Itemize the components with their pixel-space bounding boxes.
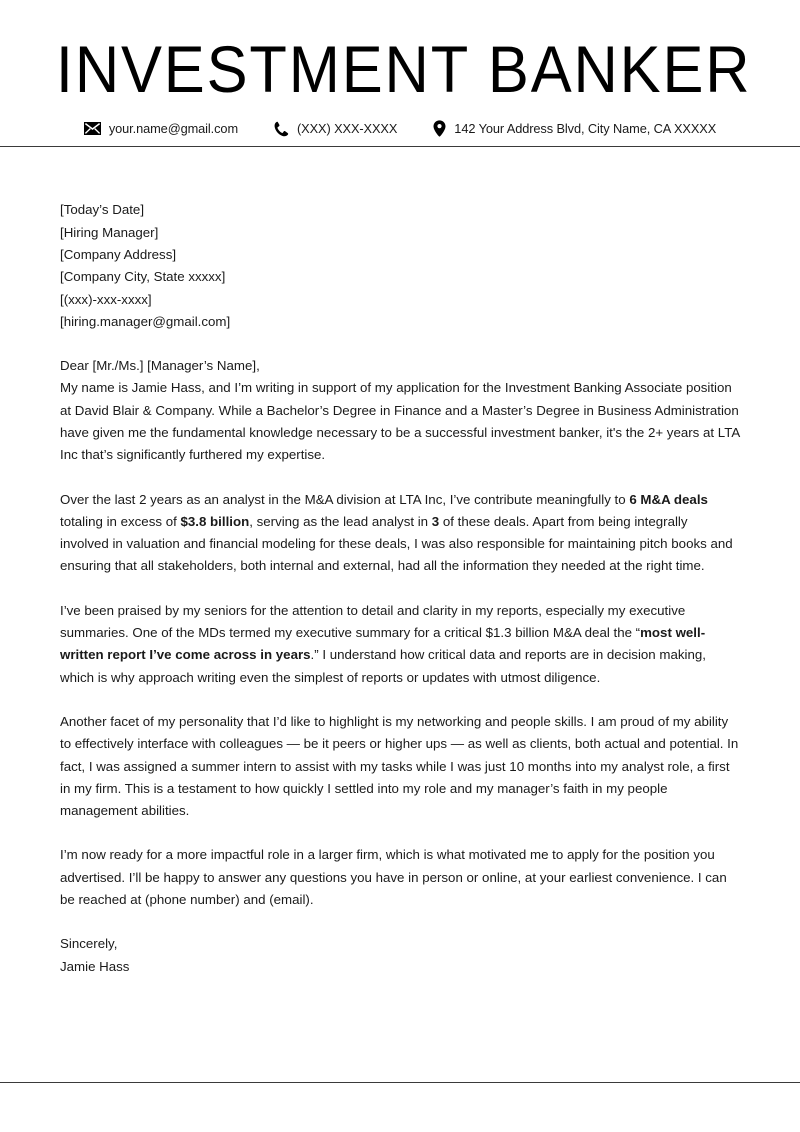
- p2-bold-deals: 6 M&A deals: [629, 491, 708, 507]
- p3-bold-quote: most well-written report I’ve come across in years: [60, 625, 706, 663]
- contact-item-phone: [274, 121, 397, 137]
- p2-part1: Over the last 2 years as an analyst in the M&A division at LTA Inc, I’ve contribute meaningfully to: [60, 491, 630, 507]
- contact-phone-text: (XXX) XXX-XXXX: [297, 121, 398, 137]
- p2-part3: , serving as the lead analyst in: [249, 513, 432, 529]
- p3-part1: I’ve been praised by my seniors for the attention to detail and clarity in my reports, especially my executive summaries. One of the MDs termed my executive summary for a critical $1.3 billion M&A deal the “: [60, 602, 686, 641]
- contact-item-address: [433, 120, 716, 137]
- p2-bold-count: 3: [431, 513, 440, 529]
- closing-salutation: Sincerely,: [60, 936, 118, 952]
- footer-divider: [0, 1082, 800, 1083]
- signature-gap: [60, 911, 740, 933]
- contact-info-row: [0, 120, 800, 146]
- recipient-line-address: [Company Address]: [60, 246, 177, 262]
- paragraph-intro-text: My name is Jamie Hass, and I’m writing in support of my application for the Investment Banking Associate position at David Blair & Company. While a Bachelor’s Degree in Finance and a Master’s Degree in Business Administration have given me the fundamental knowledge necessary to be a successful investment banker, it's the 2+ years at LTA Inc that’s significantly furthered my expertise.: [60, 380, 740, 463]
- paragraph-closing-statement: [60, 844, 740, 911]
- envelope-icon: [84, 122, 101, 135]
- p2-part2: totaling in excess of: [60, 513, 181, 529]
- contact-address-text: 142 Your Address Blvd, City Name, CA XXXXX: [454, 121, 717, 137]
- recipient-line-manager: [Hiring Manager]: [60, 224, 159, 240]
- paragraph-closing-text: I’m now ready for a more impactful role in a larger firm, which is what motivated me to apply for the position you advertised. I’ll be happy to answer any questions you have in person or online, at your earliest convenience. I can be reached at (phone number) and (email).: [60, 847, 727, 908]
- recipient-line-phone: [(xxx)-xxx-xxxx]: [60, 291, 152, 307]
- letter-header: [0, 0, 800, 147]
- location-pin-icon: [433, 120, 446, 137]
- paragraph-intro: [60, 377, 740, 466]
- signature-block: [60, 933, 740, 978]
- letter-body: [0, 147, 800, 978]
- paragraph-reports: [60, 600, 740, 689]
- address-salutation-gap: [60, 333, 740, 355]
- contact-item-email: [84, 121, 238, 136]
- contact-email-text: your.name@gmail.com: [108, 121, 238, 137]
- recipient-line-email: [hiring.manager@gmail.com]: [60, 313, 231, 329]
- p2-bold-amount: $3.8 billion: [180, 513, 250, 529]
- recipient-address-block: [60, 199, 740, 333]
- body-top-spacer: [60, 147, 740, 199]
- p3-part2: .” I understand how critical data and reports are in decision making, which is why approach writing even the simplest of reports or updates with utmost diligence.: [60, 647, 706, 685]
- signature-name: Jamie Hass: [60, 958, 130, 974]
- recipient-line-date: [Today’s Date]: [60, 202, 145, 218]
- p2-part4: of these deals. Apart from being integrally involved in valuation and financial modeling for these deals, I was also responsible for maintaining pitch books and ensuring that all stakeholders, both internal and external, had all the information they needed at the right time.: [60, 513, 733, 574]
- paragraph-experience: [60, 489, 740, 578]
- page-title: INVESTMENT BANKER: [55, 32, 752, 106]
- paragraph-networking-text: Another facet of my personality that I’d like to highlight is my networking and people skills. I am proud of my ability to effectively interface with colleagues — be it peers or higher ups — as well as clients, both actual and potential. In fact, I was assigned a summer intern to assist with my tasks while I was just 10 months into my analyst role, a first in my firm. This is a testament to how quickly I settled into my role and my manager’s faith in my people management abilities.: [60, 713, 739, 819]
- phone-icon: [274, 121, 289, 137]
- recipient-line-city: [Company City, State xxxxx]: [60, 269, 226, 285]
- paragraph-networking: [60, 711, 740, 822]
- salutation: Dear [Mr./Ms.] [Manager’s Name],: [60, 358, 260, 374]
